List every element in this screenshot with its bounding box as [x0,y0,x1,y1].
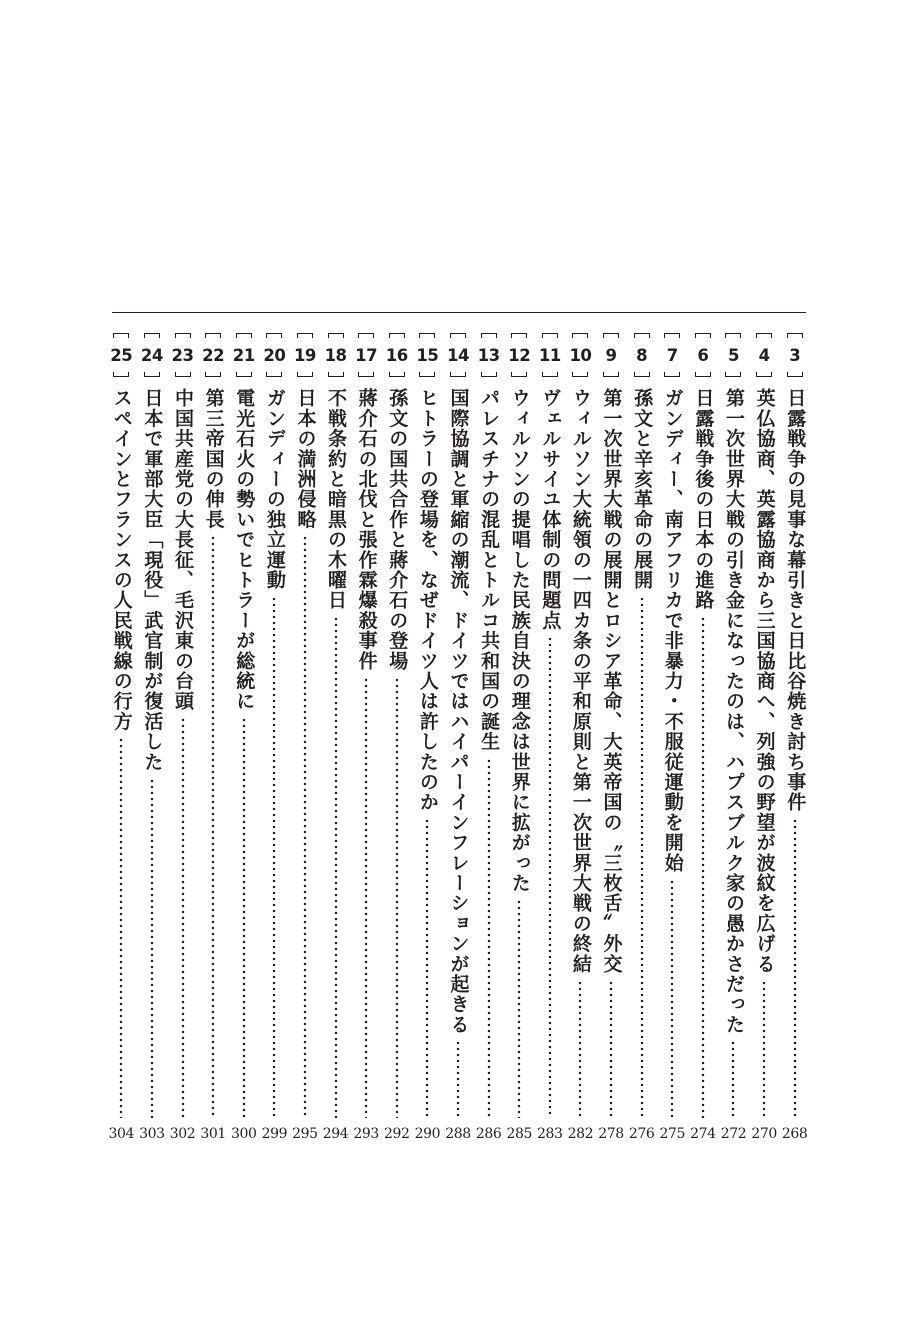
entry-title: 日本の満洲侵略 [294,388,317,530]
entry-number: 24 [138,330,166,380]
dot-leader [181,717,185,1118]
entry-title: 孫文の国共合作と蔣介石の登場 [386,388,409,671]
entry-title-row [784,380,807,1122]
entry-title: パレスチナの混乱とトルコ共和国の誕生 [478,388,501,752]
dot-leader [119,737,123,1118]
entry-title: ガンディー、南アフリカで非暴力・不服従運動を開始 [661,388,684,873]
dot-leader [640,596,644,1118]
entry-number: 14 [444,330,472,380]
entry-page-number: 275 [659,1126,686,1142]
entry-page-number: 299 [261,1126,288,1142]
entry-title-row [204,380,223,1122]
entry-title: ヴェルサイユ体制の問題点 [539,388,562,631]
entry-page-number: 276 [628,1126,655,1142]
entry-title-row [755,380,774,1122]
toc-entry-12[interactable] [504,330,535,1160]
dot-leader [578,980,582,1118]
entry-number: 23 [169,330,197,380]
entry-title: 中国共産党の大長征、毛沢東の台頭 [172,388,194,712]
toc-entry-4[interactable] [749,330,780,1160]
entry-number: 16 [383,330,411,380]
entry-title-row [141,380,164,1122]
entry-page-number: 290 [414,1126,441,1142]
toc-entry-19[interactable] [290,330,321,1160]
toc-entry-22[interactable] [198,330,229,1160]
entry-number: 6 [689,330,717,380]
entry-title-row [418,380,437,1122]
toc-entry-11[interactable] [535,330,566,1160]
entry-page-number: 295 [292,1126,318,1142]
entry-page-number: 278 [598,1126,624,1142]
toc-entry-3[interactable] [779,330,810,1160]
entry-title-row [325,380,348,1122]
entry-title: 電光石火の勢いでヒトラーが総統に [233,388,256,712]
entry-number: 8 [628,330,656,380]
entry-title-row [447,380,470,1122]
entry-title-row [602,380,621,1122]
dot-leader [487,758,491,1118]
dot-leader [272,596,276,1118]
dot-leader [425,818,429,1118]
entry-number: 20 [260,330,288,380]
entry-number: 21 [230,330,258,380]
entry-title: 英仏協商、英露協商から三国協商へ、列強の野望が波紋を広げる [753,388,776,974]
entry-page-number: 285 [506,1126,532,1142]
dot-leader [456,1040,460,1118]
entry-page-number: 304 [108,1126,135,1142]
entry-title-row [173,380,192,1122]
entry-page-number: 302 [169,1126,196,1142]
entry-page-number: 294 [322,1126,349,1142]
entry-page-number: 292 [384,1126,410,1142]
entry-page-number: 272 [720,1126,747,1142]
toc-entry-24[interactable] [137,330,168,1160]
entry-number: 15 [413,330,441,380]
entry-title-row [663,380,682,1122]
toc-entry-10[interactable] [565,330,596,1160]
entry-title: ヒトラーの登場を、なぜドイツ人は許したのか [416,388,439,813]
entry-page-number: 300 [230,1126,257,1142]
entry-title: 日本で軍部大臣「現役」武官制が復活した [141,388,164,772]
entry-number: 9 [597,330,625,380]
entry-page-number: 282 [567,1126,594,1142]
entry-title-row [265,380,284,1122]
top-rule [112,312,806,313]
entry-page-number: 303 [139,1126,165,1142]
entry-title: 国際協調と軍縮の潮流、ドイツではハイパーインフレーションが起きる [447,388,470,1035]
entry-title: 第一次世界大戦の引き金になったのは、ハプスブルク家の愚かさだった [722,388,745,1035]
toc-entry-25[interactable] [106,330,137,1160]
entry-title: ウィルソン大統領の一四カ条の平和原則と第一次世界大戦の終結 [569,388,592,974]
entry-number: 18 [322,330,350,380]
dot-leader [364,677,368,1118]
entry-title: 蔣介石の北伐と張作霖爆殺事件 [355,388,378,671]
entry-title-row [233,380,256,1122]
entry-page-number: 286 [475,1126,502,1142]
entry-title-row [724,380,743,1122]
toc-entry-20[interactable] [259,330,290,1160]
entry-title-row [571,380,590,1122]
toc-entry-17[interactable] [351,330,382,1160]
entry-title: 孫文と辛亥革命の展開 [631,388,654,590]
toc-entry-18[interactable] [320,330,351,1160]
entry-title: 日露戦争後の日本の進路 [692,388,715,611]
toc-entry-16[interactable] [381,330,412,1160]
entry-title-row [112,380,131,1122]
dot-leader [793,818,797,1118]
entry-title: ガンディーの独立運動 [263,388,286,590]
dot-leader [150,778,154,1118]
dot-leader [242,717,246,1118]
entry-number: 5 [719,330,747,380]
entry-title: 不戦条約と暗黒の木曜日 [325,388,348,611]
entry-page-number: 270 [751,1126,777,1142]
entry-title-row [510,380,529,1122]
entry-number: 19 [291,330,319,380]
entry-number: 22 [199,330,227,380]
entry-page-number: 288 [445,1126,471,1142]
dot-leader [334,616,338,1118]
dot-leader [762,980,766,1118]
entry-page-number: 293 [353,1126,379,1142]
dot-leader [609,980,613,1118]
dot-leader [211,535,215,1118]
dot-leader [670,879,674,1118]
toc-entry-23[interactable] [167,330,198,1160]
entry-title: ウィルソンの提唱した民族自決の理念は世界に拡がった [508,388,531,893]
toc-entry-6[interactable] [688,330,719,1160]
entry-number: 4 [750,330,778,380]
dot-leader [731,1040,735,1118]
toc-entry-8[interactable] [626,330,657,1160]
entry-number: 11 [536,330,564,380]
toc-entry-9[interactable] [596,330,627,1160]
entry-page-number: 301 [200,1126,226,1142]
entry-page-number: 268 [781,1126,808,1142]
dot-leader [548,636,552,1118]
entry-number: 12 [505,330,533,380]
entry-number: 13 [475,330,503,380]
dot-leader [395,677,399,1118]
entry-title: 第三帝国の伸長 [202,388,225,530]
entry-number: 17 [352,330,380,380]
entry-title-row [294,380,317,1122]
dot-leader [517,899,521,1118]
entry-title-row [692,380,715,1122]
dot-leader [303,535,307,1118]
entry-number: 25 [107,330,135,380]
entry-title: スペインとフランスの人民戦線の行方 [110,388,133,732]
toc-entry-15[interactable] [412,330,443,1160]
entry-title-row [478,380,501,1122]
entry-title: 日露戦争の見事な幕引きと日比谷焼き討ち事件 [784,388,807,813]
toc-entry-7[interactable] [657,330,688,1160]
toc-entry-13[interactable] [473,330,504,1160]
entry-title: 第一次世界大戦の展開とロシア革命、大英帝国の〝三枚舌〟外交 [600,388,623,974]
table-of-contents [106,330,810,1160]
entry-number: 7 [658,330,686,380]
entry-page-number: 283 [537,1126,563,1142]
toc-entry-5[interactable] [718,330,749,1160]
entry-title-row [386,380,409,1122]
entry-title-row [539,380,562,1122]
entry-title-row [631,380,654,1122]
dot-leader [701,616,705,1118]
entry-number: 10 [566,330,594,380]
entry-page-number: 274 [690,1126,716,1142]
entry-number: 3 [781,330,809,380]
toc-entry-21[interactable] [228,330,259,1160]
entry-title-row [357,380,376,1122]
toc-entry-14[interactable] [443,330,474,1160]
